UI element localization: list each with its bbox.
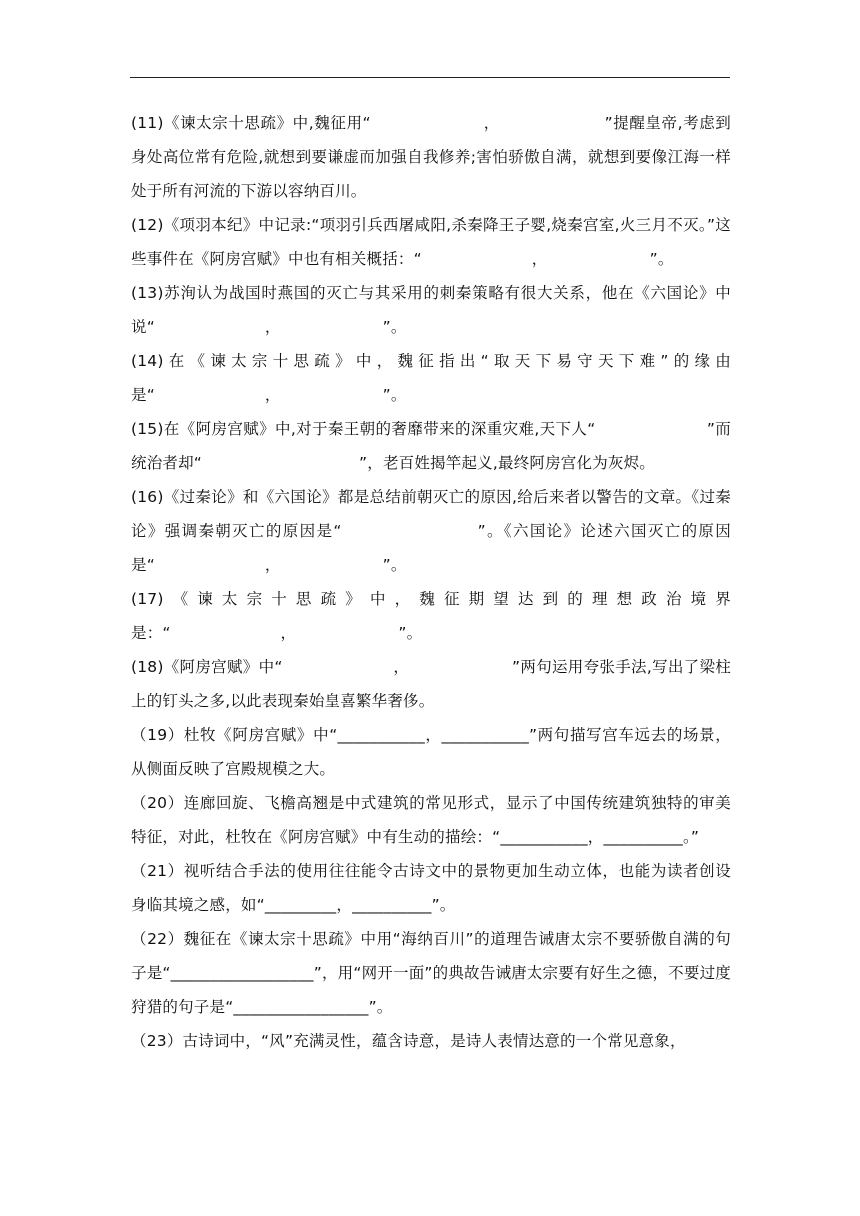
question-text: 杜牧《阿房宫赋》中“___________，___________”两句描写宫车远去的场景，从侧面反映了宫殿规模之大。 xyxy=(131,726,731,778)
question-list xyxy=(131,106,731,1058)
question-number: (14) xyxy=(131,352,164,370)
question-text: 魏征在《谏太宗十思疏》中用“海纳百川”的道理告诫唐太宗不要骄傲自满的句子是“__________________”，用“网开一面”的典故告诫唐太宗要有好生之德，不要过度狩猎的句子是“_________________”。 xyxy=(131,930,731,1016)
question-12 xyxy=(131,208,731,276)
question-number: （20） xyxy=(131,794,184,812)
question-19 xyxy=(131,718,731,786)
question-number: (16) xyxy=(131,488,164,506)
question-text: 在《谏太宗十思疏》中，魏征指出“取天下易守天下难”的缘由是“ ， ”。 xyxy=(131,352,731,404)
question-text: 苏洵认为战国时燕国的灭亡与其采用的刺秦策略有很大关系，他在《六国论》中说“ ， ”。 xyxy=(131,284,731,336)
question-13 xyxy=(131,276,731,344)
question-16 xyxy=(131,480,731,582)
question-text: 视听结合手法的使用往往能令古诗文中的景物更加生动立体，也能为读者创设身临其境之感，如“_________，__________”。 xyxy=(131,862,731,914)
question-number: (11) xyxy=(131,114,164,132)
question-number: （19） xyxy=(131,726,184,744)
question-number: （23） xyxy=(131,1032,183,1050)
question-text: 《过秦论》和《六国论》都是总结前朝灭亡的原因,给后来者以警告的文章。《过秦论》强调秦朝灭亡的原因是“ ”。《六国论》论述六国灭亡的原因是“ ， ”。 xyxy=(131,488,731,574)
question-number: (15) xyxy=(131,420,164,438)
question-text: 在《阿房宫赋》中,对于秦王朝的奢靡带来的深重灾难,天下人“ ”而统治者却“ ”，老百姓揭竿起义,最终阿房宫化为灰烬。 xyxy=(131,420,731,472)
question-18 xyxy=(131,650,731,718)
question-number: (13) xyxy=(131,284,164,302)
question-text: 连廊回旋、飞檐高翘是中式建筑的常见形式，显示了中国传统建筑独特的审美特征，对此，杜牧在《阿房宫赋》中有生动的描绘：“___________，__________。” xyxy=(131,794,731,846)
question-text: 古诗词中，“风”充满灵性，蕴含诗意，是诗人表情达意的一个常见意象， xyxy=(182,1032,686,1050)
question-14 xyxy=(131,344,731,412)
question-text: 《项羽本纪》中记录:“项羽引兵西屠咸阳,杀秦降王子婴,烧秦宫室,火三月不灭。”这些事件在《阿房宫赋》中也有相关概括：“ ， ”。 xyxy=(131,216,731,268)
question-20 xyxy=(131,786,731,854)
question-number: (18) xyxy=(131,658,164,676)
question-text: 《阿房宫赋》中“ ， ”两句运用夸张手法,写出了梁柱上的钉头之多,以此表现秦始皇喜繁华奢侈。 xyxy=(131,658,731,710)
question-text: 《谏太宗十思疏》中,魏征用“ ， ”提醒皇帝,考虑到身处高位常有危险,就想到要谦虚而加强自我修养;害怕骄傲自满，就想到要像江海一样处于所有河流的下游以容纳百川。 xyxy=(131,114,731,200)
question-22 xyxy=(131,922,731,1024)
question-23 xyxy=(131,1024,731,1058)
question-number: （22） xyxy=(131,930,184,948)
question-text: 《谏太宗十思疏》中，魏征期望达到的理想政治境界是：“ ， ”。 xyxy=(131,590,731,642)
question-17 xyxy=(131,582,731,650)
question-number: (17) xyxy=(131,590,164,608)
question-15 xyxy=(131,412,731,480)
question-number: （21） xyxy=(131,862,184,880)
question-11 xyxy=(131,106,731,208)
question-number: (12) xyxy=(131,216,164,234)
question-21 xyxy=(131,854,731,922)
header-rule xyxy=(130,77,730,78)
